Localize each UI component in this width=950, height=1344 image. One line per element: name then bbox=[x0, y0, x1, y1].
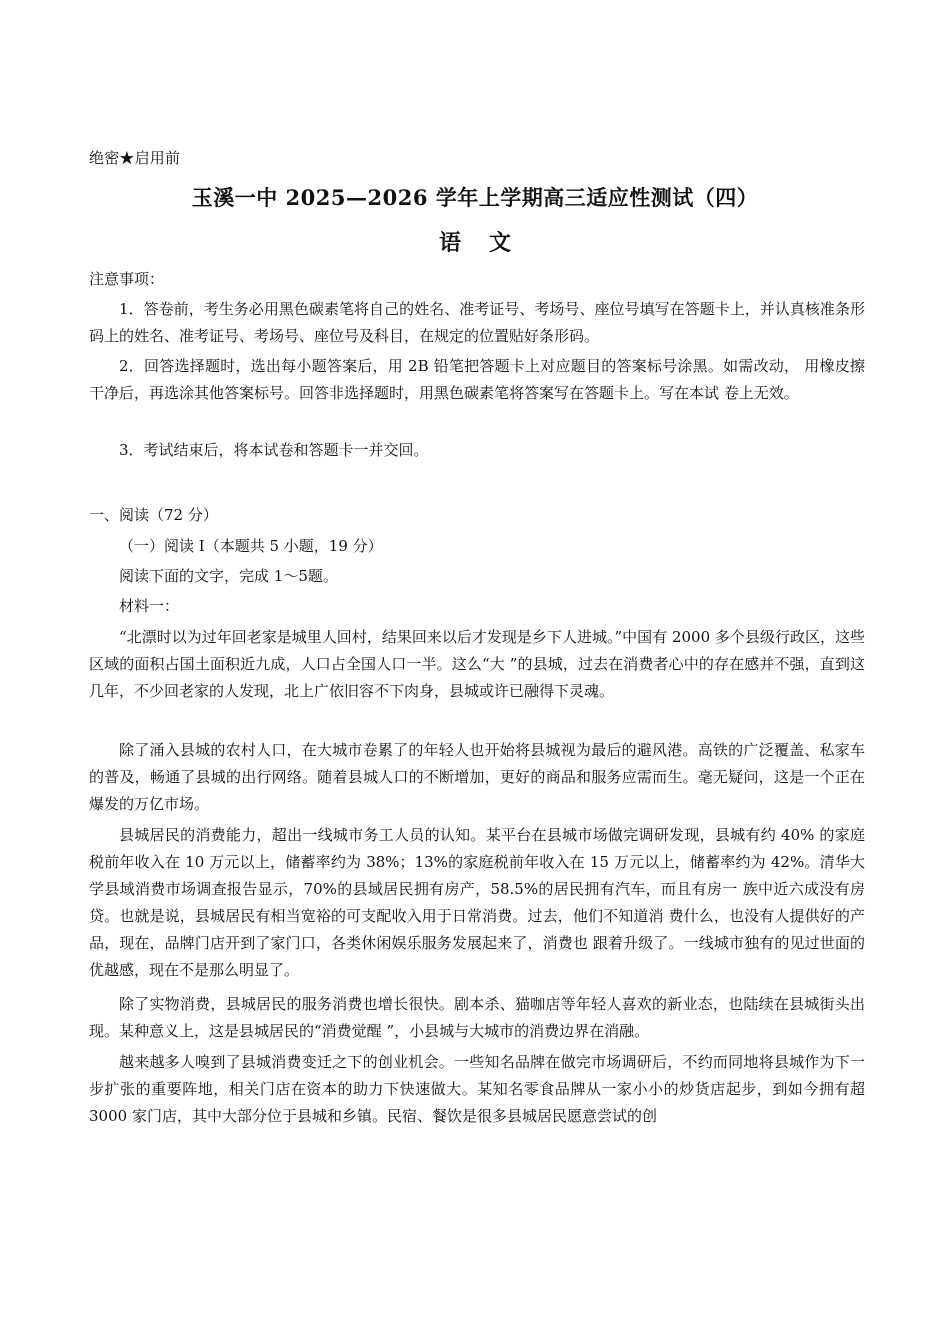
passage-paragraph-4: 除了实物消费，县城居民的服务消费也增长很快。剧本杀、猫咖店等年轻人喜欢的新业态，也陆续在县城街头出现。某种意义上，这是县城居民的“消费觉醒 ”，小县城与大城市的消费边界在消融。 bbox=[89, 995, 865, 1040]
notice-heading: 注意事项： bbox=[89, 270, 165, 288]
passage-paragraph-3: 县城居民的消费能力，超出一线城市务工人员的认知。某平台在县城市场做完调研发现，县城有约 40% 的家庭税前年收入在 10 万元以上，储蓄率约为 38%；13%的家庭税前年收入在 15 万元以上，储蓄率约为 42%。清华大学县域消费市场调查报告显示，70%的县域居民拥有房产，58.5%的居民拥有汽车，而且有房一 族中近六成没有房贷。也就是说，县城居民有相当宽裕的可支配收入用于日常消费。过去，他们不知道消 费什么，也没有人提供好的产品，现在，品牌门店开到了家门口，各类休闲娱乐服务发展起来了，消费也 跟着升级了。一线城市独有的见过世面的优越感，现在不是那么明显了。 bbox=[89, 826, 865, 979]
passage-paragraph-2: 除了涌入县城的农村人口，在大城市卷累了的年轻人也开始将县城视为最后的避风港。高铁的广泛覆盖、私家车的普及，畅通了县城的出行网络。随着县城人口的不断增加，更好的商品和服务应需而生。毫无疑问，这是一个正在爆发的万亿市场。 bbox=[89, 741, 865, 813]
material-label: 材料一： bbox=[119, 597, 180, 615]
subsection-heading: （一）阅读 I（本题共 5 小题，19 分） bbox=[119, 537, 383, 555]
notice-item-3: 3．考试结束后，将本试卷和答题卡一并交回。 bbox=[119, 441, 429, 459]
passage-paragraph-5: 越来越多人嗅到了县城消费变迁之下的创业机会。一些知名品牌在做完市场调研后，不约而同地将县城作为下一步扩张的重要阵地，相关门店在资本的助力下快速做大。某知名零食品牌从一家小小的炒货店起步，到如今拥有超 3000 家门店，其中大部分位于县城和乡镇。民宿、餐饮是很多县城居民愿意尝试的创 bbox=[89, 1053, 865, 1125]
notice-item-1: 1．答卷前，考生务必用黑色碳素笔将自己的姓名、准考证号、考场号、座位号填写在答题卡上，并认真核准条形码上的姓名、准考证号、考场号、座位号及科目，在规定的位置贴好条形码。 bbox=[89, 300, 865, 345]
notice-item-2: 2．回答选择题时，选出每小题答案后，用 2B 铅笔把答题卡上对应题目的答案标号涂黑。如需改动， 用橡皮擦干净后，再选涂其他答案标号。回答非选择题时，用黑色碳素笔将答案写在答题卡上。写在本试 卷上无效。 bbox=[89, 357, 865, 402]
passage-paragraph-1: “北漂时以为过年回老家是城里人回村，结果回来以后才发现是乡下人进城。”中国有 2000 多个县级行政区，这些区域的面积占国土面积近九成，人口占全国人口一半。这么“大 ”的县城，过去在消费者心中的存在感并不强，直到这几年，不少回老家的人发现，北上广依旧容不下肉身，县城或许已融得下灵魂。 bbox=[89, 628, 865, 700]
reading-instruction: 阅读下面的文字，完成 1～5题。 bbox=[119, 567, 338, 585]
subject-title: 语文 bbox=[438, 230, 539, 256]
section-heading: 一、阅读（72 分） bbox=[89, 506, 218, 524]
confidential-label: 绝密★启用前 bbox=[89, 149, 181, 167]
exam-title: 玉溪一中 2025—2026 学年上学期高三适应性测试（四） bbox=[191, 185, 759, 210]
